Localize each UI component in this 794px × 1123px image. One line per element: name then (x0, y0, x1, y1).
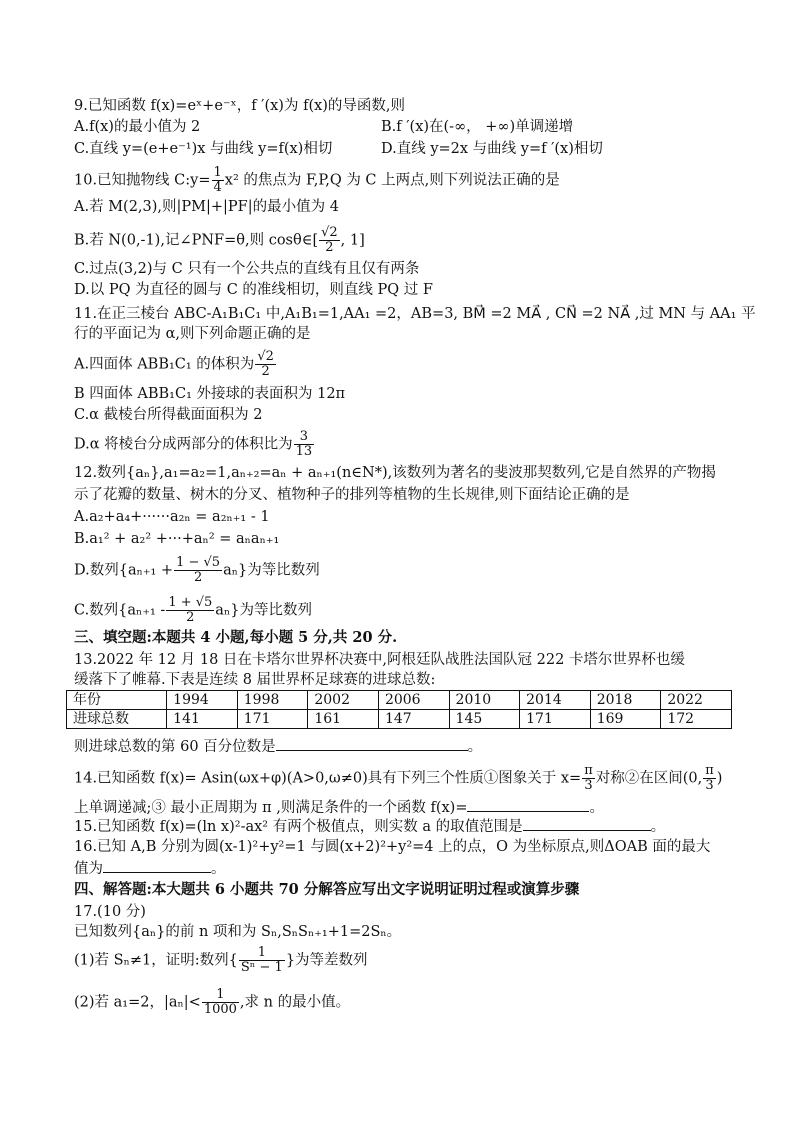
table-cell: 172 (661, 710, 732, 729)
q10-option-b-text-a: B.若 N(0,-1),记∠PNF=θ,则 cosθ∈[ (74, 232, 319, 249)
q10-stem (74, 166, 560, 195)
q12-option-c-fraction (166, 596, 214, 625)
q13-question-text: 则进球总数的第 60 百分位数是 (74, 739, 276, 755)
q10-fraction-numerator: 1 (213, 165, 222, 180)
q10-option-b-text-b: , 1] (340, 232, 365, 249)
q11-option-a-fraction (255, 350, 276, 379)
q9-stem: 9.已知函数 f(x)=eˣ+e⁻ˣ，f ′(x)为 f(x)的导函数,则 (74, 98, 406, 114)
q12-option-c-text-b: aₙ}为等比数列 (215, 602, 312, 619)
q10-fraction (212, 166, 224, 195)
q12-option-d-fraction (174, 556, 222, 585)
q17-part-1-numerator: 1 (239, 946, 285, 961)
table-row-goals (67, 710, 732, 729)
q12-option-d (74, 556, 320, 585)
q12-line-2: 示了花瓣的数量、树木的分叉、植物种子的排列等植物的生长规律,则下面结论正确的是 (74, 487, 630, 503)
q17-stem: 已知数列{aₙ}的前 n 项和为 Sₙ,SₙSₙ₊₁+1=2Sₙ。 (74, 924, 402, 940)
goals-table (66, 690, 732, 729)
q14-line-2-text: 上单调递减;③ 最小正周期为 π ,则满足条件的一个函数 f(x)= (74, 800, 468, 816)
q11-option-d (74, 430, 315, 459)
q14-fraction-2-numerator: π (705, 763, 714, 778)
q15-line (74, 816, 665, 837)
q14-line-1 (74, 764, 722, 793)
q14-fraction-1-numerator: π (584, 763, 593, 778)
q13-line-1: 13.2022 年 12 月 18 日在卡塔尔世界杯决赛中,阿根廷队战胜法国队冠 222 卡塔尔世界杯也缓 (74, 652, 685, 668)
q12-option-a: A.a₂+a₄+······a₂ₙ = a₂ₙ₊₁ - 1 (74, 509, 270, 525)
q17-heading: 17.(10 分) (74, 904, 146, 920)
q10-option-a: A.若 M(2,3),则|PM|+|PF|的最小值为 4 (74, 199, 339, 215)
table-cell: 2002 (308, 691, 379, 710)
q12-option-d-denominator: 2 (193, 570, 203, 585)
q17-part-1-text-a: (1)若 Sₙ≠1，证明:数列{ (74, 952, 238, 969)
q14-line-2-end: 。 (589, 800, 604, 816)
q17-part-1 (74, 946, 368, 975)
q10-option-c: C.过点(3,2)与 C 只有一个公共点的直线有且仅有两条 (74, 261, 420, 277)
q17-part-2-denominator: 1000 (203, 1002, 237, 1017)
table-cell: 2022 (661, 691, 732, 710)
table-cell: 2014 (520, 691, 591, 710)
q10-stem-text-b: x² 的焦点为 F,P,Q 为 C 上两点,则下列说法正确的是 (224, 172, 560, 189)
q15-end: 。 (650, 819, 666, 835)
q17-part-1-denominator: Sⁿ − 1 (240, 960, 283, 975)
table-cell: 2010 (449, 691, 520, 710)
table-cell: 1998 (237, 691, 308, 710)
table-cell: 171 (520, 710, 591, 729)
q9-option-a: A.f(x)的最小值为 2 (74, 119, 201, 135)
q16-line-1: 16.已知 A,B 分别为圆(x-1)²+y²=1 与圆(x+2)²+y²=4 上的点，O 为坐标原点,则ΔOAB 面的最大 (74, 839, 711, 855)
q16-line-2-text: 值为 (74, 861, 103, 877)
q17-part-1-fraction (239, 946, 285, 975)
q13-question-end: 。 (467, 739, 483, 755)
table-cell: 161 (308, 710, 379, 729)
table-cell: 1994 (167, 691, 238, 710)
q11-option-d-text: D.α 将棱台分成两部分的体积比为 (74, 436, 293, 453)
q12-option-d-text-b: aₙ}为等比数列 (223, 562, 320, 579)
section-4-heading: 四、解答题:本大题共 6 小题共 70 分解答应写出文字说明证明过程或演算步骤 (74, 881, 580, 898)
q17-part-2-fraction (202, 988, 239, 1017)
q14-fraction-1-denominator: 3 (584, 778, 593, 793)
q16-line-2 (74, 858, 226, 879)
q12-option-c-text-a: C.数列{aₙ₊₁ - (74, 602, 166, 619)
q9-option-b: B.f ′(x)在(-∞， +∞)单调递增 (381, 119, 574, 135)
q13-line-2: 缓落下了帷幕.下表是连续 8 届世界杯足球赛的进球总数: (74, 672, 436, 688)
q14-answer-blank[interactable] (467, 797, 589, 812)
q11-line-1: 11.在正三棱台 ABC-A₁B₁C₁ 中,A₁B₁=1,AA₁ =2，AB=3, BM⃗ =2 MA⃗ , CN⃗ =2 NA⃗ ,过 MN 与 AA₁ 平 (74, 306, 756, 322)
table-cell-label: 年份 (67, 691, 167, 710)
q11-option-d-fraction (294, 430, 315, 459)
q11-option-d-numerator: 3 (294, 430, 315, 445)
q13-question (74, 736, 482, 757)
q11-option-a (74, 350, 277, 379)
table-cell: 145 (449, 710, 520, 729)
q16-answer-blank[interactable] (103, 858, 211, 873)
q11-line-2: 行的平面记为 α,则下列命题正确的是 (74, 326, 311, 342)
q12-option-d-text-a: D.数列{aₙ₊₁ + (74, 562, 174, 579)
q14-text-c: ) (716, 770, 723, 787)
q10-option-b-denominator: 2 (325, 240, 334, 255)
q12-option-c-numerator: 1 + √5 (168, 595, 213, 610)
q10-option-d: D.以 PQ 为直径的圆与 C 的准线相切，则直线 PQ 过 F (74, 282, 433, 298)
q10-option-b-numerator: √2 (321, 225, 338, 240)
q10-option-b-fraction (319, 226, 340, 255)
table-cell-label: 进球总数 (67, 710, 167, 729)
q11-option-b: B 四面体 ABB₁C₁ 外接球的表面积为 12π (74, 386, 346, 402)
table-cell: 147 (378, 710, 449, 729)
q16-line-2-end: 。 (211, 861, 226, 877)
q11-option-a-numerator: √2 (257, 349, 274, 364)
q12-option-b: B.a₁² + a₂² +···+aₙ² = aₙaₙ₊₁ (74, 531, 280, 547)
table-row-years (67, 691, 732, 710)
q11-option-a-text: A.四面体 ABB₁C₁ 的体积为 (74, 356, 255, 373)
q14-fraction-2-denominator: 3 (705, 778, 714, 793)
q12-line-1: 12.数列{aₙ},a₁=a₂=1,aₙ₊₂=aₙ + aₙ₊₁(n∈N*),该数列为著名的斐波那契数列,它是自然界的产物揭 (74, 465, 716, 481)
table-cell: 171 (237, 710, 308, 729)
table-cell: 141 (167, 710, 238, 729)
q17-part-2 (74, 988, 350, 1017)
section-3-heading: 三、填空题:本题共 4 小题,每小题 5 分,共 20 分. (74, 629, 398, 646)
q15-answer-blank[interactable] (523, 816, 651, 831)
q11-option-c: C.α 截棱台所得截面面积为 2 (74, 407, 263, 423)
q14-text-a: 14.已知函数 f(x)= Asin(ωx+φ)(A>0,ω≠0)具有下列三个性质①图象关于 x= (74, 770, 582, 787)
q17-part-2-text-a: (2)若 a₁=2，|aₙ|< (74, 994, 201, 1011)
q14-text-b: 对称②在区间(0, (595, 770, 703, 787)
q12-option-c (74, 596, 312, 625)
q10-option-b (74, 226, 365, 255)
q10-stem-text-a: 10.已知抛物线 C:y= (74, 172, 211, 189)
q13-answer-blank[interactable] (276, 736, 468, 751)
q9-option-c: C.直线 y=(e+e⁻¹)x 与曲线 y=f(x)相切 (74, 141, 333, 157)
q11-option-a-denominator: 2 (261, 364, 270, 379)
q11-option-d-denominator: 13 (295, 444, 313, 459)
q14-fraction-2 (703, 764, 716, 793)
q10-fraction-denominator: 4 (213, 180, 222, 195)
q12-option-d-numerator: 1 − √5 (176, 555, 221, 570)
table-cell: 169 (590, 710, 661, 729)
q17-part-2-text-b: ,求 n 的最小值。 (239, 994, 351, 1011)
q17-part-2-numerator: 1 (202, 988, 239, 1003)
q15-text: 15.已知函数 f(x)=(ln x)²-ax² 有两个极值点，则实数 a 的取值范围是 (74, 819, 523, 835)
q17-part-1-text-b: }为等差数列 (285, 952, 368, 969)
q14-fraction-1 (582, 764, 595, 793)
q9-option-d: D.直线 y=2x 与曲线 y=f ′(x)相切 (381, 141, 603, 157)
table-cell: 2006 (378, 691, 449, 710)
q14-line-2 (74, 797, 604, 818)
q12-option-c-denominator: 2 (186, 610, 195, 625)
table-cell: 2018 (590, 691, 661, 710)
